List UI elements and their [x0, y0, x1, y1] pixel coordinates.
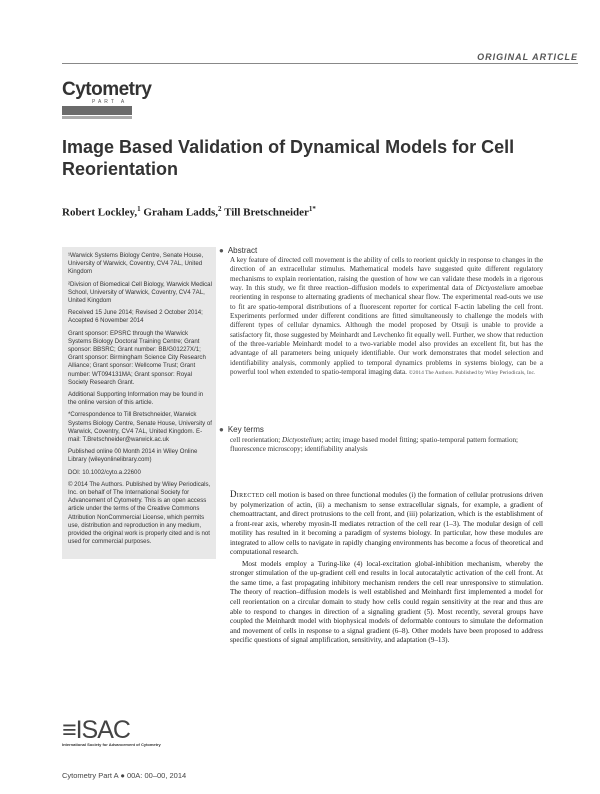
body-paragraph-text: cell motion is based on three functional modules (i) the formation of cellular protrusions driven by polymerization of actin, (ii) a mechanism to sense extracellular signals, for example, a gradient of chemoattractant, and direct protrusions to the cell front, and (iii) polarization, which is the establishment of a front-rear axis, whereby myosin-II mediates retraction of the cell rear (1–3). The modular design of cell motility has resulted in it becoming a paradigm of systems biology. In particular, how these modules are integrated to allow cells to navigate in rapidly changing environments has become a focus of theoretical and computational research.: [230, 491, 543, 557]
abstract-text-part: amoebae reorienting in response to alternating gradients of mechanical shear flow. The experimental read-outs we use to fit are spatio-temporal distributions of a fluorescent reporter for cortical F-actin labeling the cell front. Experiments performed under different conditions are fitted simultaneously to challenge the models with different types of cellular dynamics. Although the model proposed by Otsuji is unable to provide a satisfactory fit, those suggested by Meinhardt and Levchenko fit equally well. Further, we show that reduction of the three-variable Meinhardt model to a two-variable model also provides an excellent fit, but has the advantage of all parameters being uniquely identifiable. Our work demonstrates that model selection and identifiability analysis, commonly applied to temporal dynamics problems in systems biology, can be a powerful tool when extended to spatio-temporal imaging data.: [230, 284, 543, 377]
abstract-heading-label: Abstract: [227, 246, 258, 255]
doi: DOI: 10.1002/cyto.a.22600: [68, 468, 141, 476]
journal-logo-part: PART A: [92, 99, 128, 105]
keywords-part: cell reorientation;: [230, 436, 282, 444]
license-statement: © 2014 The Authors. Published by Wiley Periodicals, Inc. on behalf of The International Society for Advancement of Cytometry. This is an open access article under the terms of the Creative Commons Attribution NonCommercial License, which permits use, distribution and reproduction in any medium, provided the original work is properly cited and is not used for commercial purposes.: [68, 480, 211, 546]
journal-logo-band: [62, 106, 132, 115]
body-paragraph: Most models employ a Turing-like (4) local-excitation global-inhibition mechanism, whereby the stronger stimulation of the up-gradient cell end results in local autocatalytic activation of the cell front. At the same time, a fast propagating inhibitory mechanism renders the cell rear unresponsive to stimulation. The theory of reaction–diffusion models is well established and Meinhardt first implemented a model for cell reorientation on a circular domain to study how cells could regain sensitivity at the rear and thus are able to respond to changes in direction of a signaling gradient (5). Most recently, several groups have coupled the Meinhardt model with biophysical models of deformable contours to simulate the deformation and movement of cells in response to a signal gradient (6–8). Other models have been proposed to address specific questions of signal amplification, sensitivity, and adaptation (9–13).: [230, 559, 543, 645]
author-affiliation-mark: 1*: [308, 205, 316, 213]
author-name: Graham Ladds,: [143, 206, 218, 219]
isac-logo-subtitle: International Society for Advancement of Cytometry: [62, 742, 161, 747]
affiliation-1: ¹Warwick Systems Biology Centre, Senate House, University of Warwick, Coventry, CV4 7AL, United Kingdom: [68, 252, 204, 276]
journal-logo: [62, 80, 151, 119]
author-name: Till Bretschneider: [224, 206, 309, 219]
abstract-text-part: A key feature of directed cell movement is the ability of cells to reorient quickly in response to changes in the direction of an extracellular stimulus. Mathematical models have suggested quite different regulatory mechanisms to explain reorientation, raising the question of how we can validate these models in a rigorous way. In this study, we fit three reaction–diffusion models to experimental data of: [230, 256, 543, 293]
abstract-copyright: ©2014 The Authors. Published by Wiley Periodicals, Inc.: [408, 370, 536, 377]
journal-logo-name: Cytometry: [62, 79, 152, 100]
article-type-label: ORIGINAL ARTICLE: [477, 52, 578, 62]
isac-logo-text: ISAC: [75, 716, 130, 744]
article-title: Image Based Validation of Dynamical Models for Cell Reorientation: [62, 137, 515, 179]
page-footer: Cytometry Part A ● 00A: 00–00, 2014: [62, 771, 187, 780]
isac-logo: [62, 718, 161, 747]
bullet-icon: ●: [219, 425, 224, 434]
correspondence: *Correspondence to Till Bretschneider, Warwick Systems Biology Centre, Senate House, University of Warwick, Coventry, CV4 7AL, United Kingdom. E-mail: T.Bretschneider@warwick.ac.uk: [68, 411, 212, 444]
header-rule: [62, 63, 578, 64]
isac-logo-mark: [62, 718, 161, 742]
abstract-italic-term: Dictyostelium: [475, 284, 515, 293]
journal-logo-band-secondary: [62, 116, 132, 119]
keywords-italic-term: Dictyostelium: [282, 436, 322, 444]
grant-sponsors: Grant sponsor: EPSRC through the Warwick Systems Biology Doctoral Training Centre; Grant sponsor: BBSRC; Grant number: BB/G01227X/1; Grant sponsor: Birmingham Science City Research Alliance; Grant sponsor: Wellcome Trust; Grant number: WT094131MA; Grant sponsor: Royal Society Research Grant.: [68, 329, 206, 386]
keywords-part: ; actin; image based model fitting; spatio-temporal pattern formation; fluorescence microscopy; identifiability analysis: [230, 436, 519, 454]
isac-swoosh-icon: ≡: [62, 716, 76, 744]
lead-word: Directed: [230, 489, 265, 499]
keywords-text: [230, 436, 543, 455]
abstract-text: [230, 256, 543, 378]
author-affiliation-mark: 2: [218, 205, 222, 213]
author-affiliation-mark: 1: [137, 205, 141, 213]
abstract-heading: [219, 246, 257, 255]
received-dates: Received 15 June 2014; Revised 2 October 2014; Accepted 6 November 2014: [68, 309, 203, 325]
author-name: Robert Lockley,: [62, 206, 138, 219]
main-body-text: [230, 490, 543, 648]
body-paragraph: [230, 490, 543, 558]
bullet-icon: ●: [219, 246, 224, 255]
affiliation-2: ²Division of Biomedical Cell Biology, Warwick Medical School, University of Warwick, Coventry, CV4 7AL, United Kingdom: [68, 280, 212, 305]
supporting-info-note: Additional Supporting Information may be found in the online version of this article.: [68, 391, 204, 407]
keywords-heading-label: Key terms: [227, 425, 264, 434]
published-online: Published online 00 Month 2014 in Wiley Online Library (wileyonlinelibrary.com): [68, 448, 198, 464]
article-info-sidebar: [62, 247, 216, 559]
author-list: [62, 205, 316, 219]
keywords-heading: [219, 425, 264, 434]
